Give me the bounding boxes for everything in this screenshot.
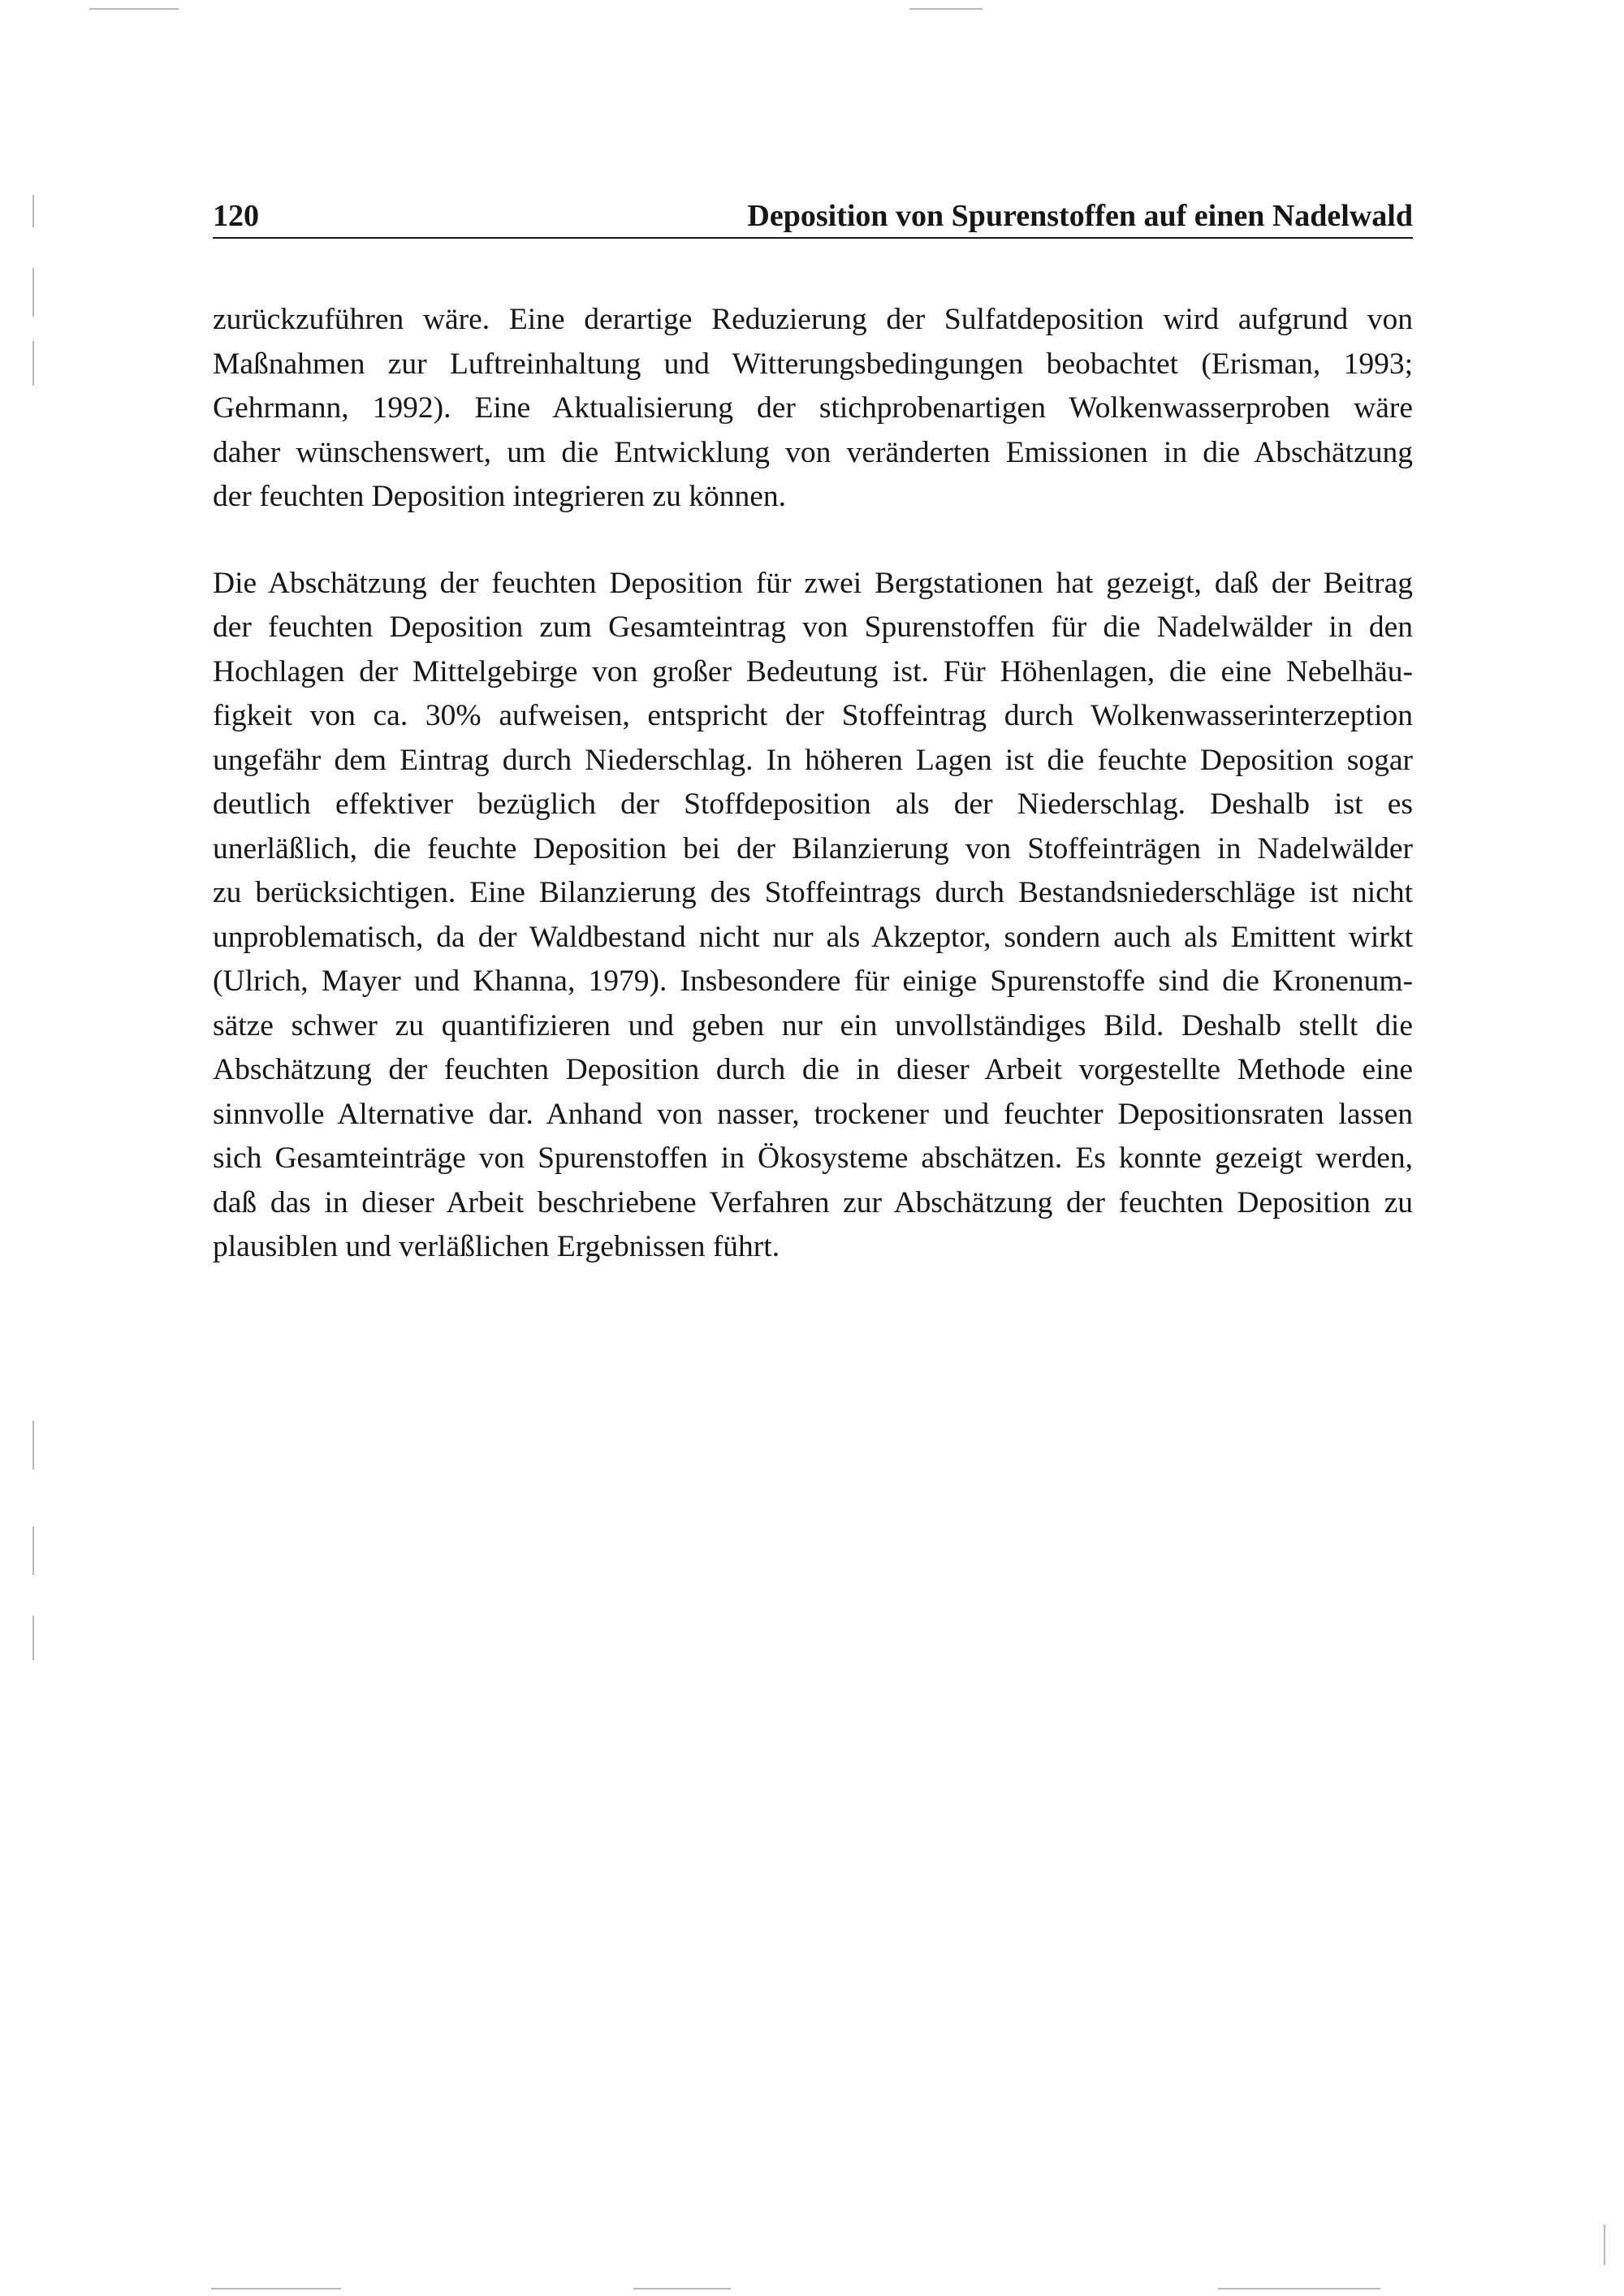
scan-mark — [32, 1526, 34, 1575]
running-title: Deposition von Spurenstoffen auf einen Nadelwald — [747, 199, 1413, 233]
text-line: der feuchten Deposition integrieren zu können. — [213, 480, 786, 513]
text-line: daß das in dieser Arbeit beschriebene Verfahren zur Abschätzung der feuchten Deposition zu — [213, 1185, 1413, 1219]
scan-mark — [211, 2288, 341, 2290]
text-line: sätze schwer zu quantifizieren und geben nur ein unvollständiges Bild. Deshalb stellt die — [213, 1008, 1413, 1042]
text-line: ungefähr dem Eintrag durch Niederschlag. In höheren Lagen ist die feuchte Deposition sogar — [213, 743, 1413, 777]
text-line: unerläßlich, die feuchte Deposition bei der Bilanzierung von Stoffeinträgen in Nadelwälder — [213, 831, 1413, 865]
scan-mark — [89, 8, 179, 10]
scan-mark — [1604, 2225, 1605, 2265]
page-header — [213, 195, 1413, 239]
scan-mark — [32, 1616, 34, 1660]
text-line: deutlich effektiver bezüglich der Stoffdeposition als der Niederschlag. Deshalb ist es — [213, 788, 1413, 821]
text-line: Abschätzung der feuchten Deposition durch die in dieser Arbeit vorgestellte Methode eine — [213, 1053, 1413, 1086]
text-line: sich Gesamteinträge von Spurenstoffen in Ökosysteme abschätzen. Es konnte gezeigt werden, — [213, 1142, 1413, 1175]
text-line: unproblematisch, da der Waldbestand nicht nur als Akzeptor, sondern auch als Emittent wirkt — [213, 920, 1413, 954]
text-line: Maßnahmen zur Luftreinhaltung und Witterungsbedingungen beobachtet (Erisman, 1993; — [213, 347, 1413, 381]
scan-mark — [32, 268, 34, 317]
text-line: der feuchten Deposition zum Gesamteintrag von Spurenstoffen für die Nadelwälder in den — [213, 611, 1413, 644]
scan-mark — [32, 1421, 34, 1470]
text-line: zu berücksichtigen. Eine Bilanzierung des Stoffeintrags durch Bestandsniederschläge ist nicht — [213, 876, 1413, 909]
body-text — [213, 298, 1413, 1312]
scan-mark — [1218, 2288, 1380, 2290]
text-line: sinnvolle Alternative dar. Anhand von nasser, trockener und feuchter Depositionsraten lassen — [213, 1097, 1413, 1131]
scan-mark — [32, 195, 34, 227]
scan-mark — [633, 2288, 731, 2290]
text-line: zurückzuführen wäre. Eine derartige Reduzierung der Sulfatdeposition wird aufgrund von — [213, 303, 1413, 336]
scan-mark — [32, 341, 34, 386]
text-line: Gehrmann, 1992). Eine Aktualisierung der stichprobenartigen Wolkenwasserproben wäre — [213, 391, 1413, 425]
text-line: (Ulrich, Mayer und Khanna, 1979). Insbesondere für einige Spurenstoffe sind die Kronenum- — [213, 965, 1413, 998]
text-line: Hochlagen der Mittelgebirge von großer Bedeutung ist. Für Höhenlagen, die eine Nebelhäu- — [213, 654, 1413, 688]
text-line: daher wünschenswert, um die Entwicklung von veränderten Emissionen in die Abschätzung — [213, 435, 1413, 469]
paragraph-1 — [213, 298, 1413, 520]
page-number: 120 — [213, 199, 259, 233]
paragraph-2 — [213, 562, 1413, 1270]
scan-mark — [909, 8, 983, 10]
text-line: figkeit von ca. 30% aufweisen, entspricht der Stoffeintrag durch Wolkenwasserinterzeption — [213, 699, 1413, 732]
text-line: Die Abschätzung der feuchten Deposition für zwei Bergstationen hat gezeigt, daß der Beitrag — [213, 566, 1413, 600]
text-line: plausiblen und verläßlichen Ergebnissen führt. — [213, 1230, 780, 1263]
